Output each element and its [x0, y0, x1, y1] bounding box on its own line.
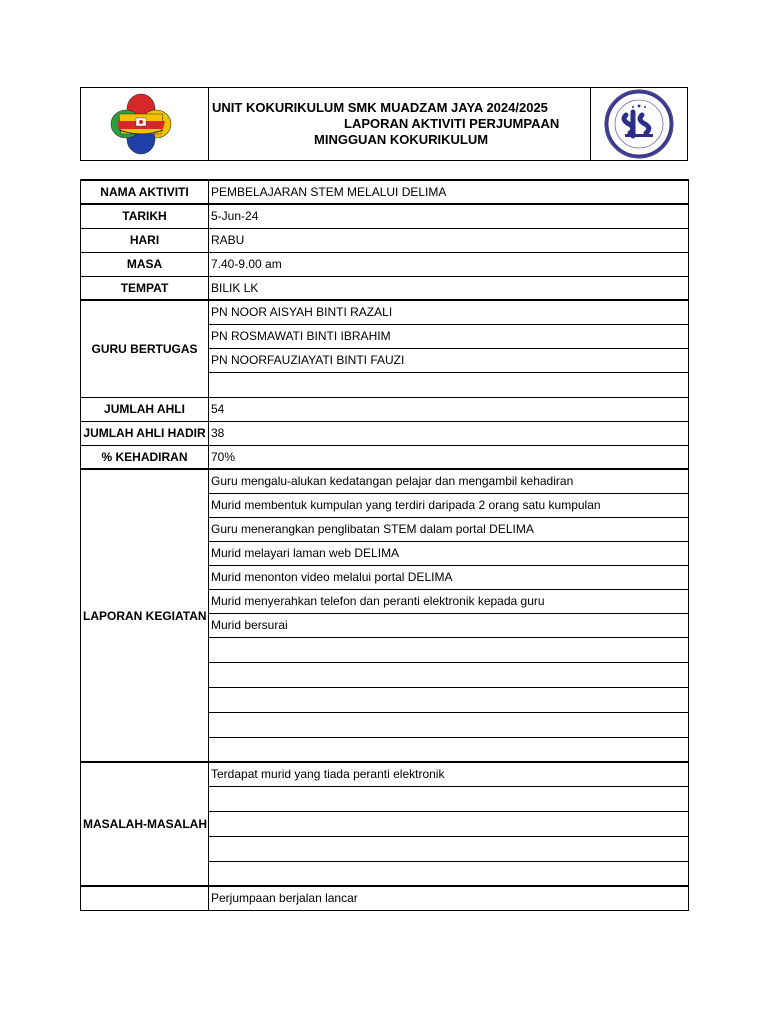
field-label: LAPORAN KEGIATAN — [81, 469, 209, 762]
form-row-rumusan — [81, 886, 689, 910]
masalah-item: Terdapat murid yang tiada peranti elektronik — [209, 762, 689, 786]
laporan-kegiatan-item: Guru mengalu-alukan kedatangan pelajar dan mengambil kehadiran — [209, 469, 689, 493]
guru-bertugas-value: PN NOORFAUZIAYATI BINTI FAUZI — [209, 348, 689, 372]
form-row-guru-bertugas — [81, 300, 689, 324]
laporan-kegiatan-item — [209, 637, 689, 662]
masalah-item — [209, 836, 689, 861]
laporan-kegiatan-item — [209, 687, 689, 712]
field-label: JUMLAH AHLI HADIR — [81, 421, 209, 445]
school-crest-logo-cell — [81, 88, 209, 160]
tarikh-value: 5-Jun-24 — [209, 204, 689, 228]
field-label: % KEHADIRAN — [81, 445, 209, 469]
unit-logo-cell — [590, 88, 687, 160]
masa-value: 7.40-9.00 am — [209, 252, 689, 276]
guru-bertugas-value: PN ROSMAWATI BINTI IBRAHIM — [209, 324, 689, 348]
form-row-jumlah-ahli — [81, 397, 689, 421]
laporan-kegiatan-item — [209, 662, 689, 687]
masalah-item — [209, 786, 689, 811]
nama-aktiviti-value: PEMBELAJARAN STEM MELALUI DELIMA — [209, 180, 689, 204]
form-row-tarikh — [81, 204, 689, 228]
form-row-nama-aktiviti — [81, 180, 689, 204]
field-label — [81, 886, 209, 910]
field-label: GURU BERTUGAS — [81, 300, 209, 397]
jumlah-ahli-hadir-value: 38 — [209, 421, 689, 445]
field-label: MASALAH-MASALAH — [81, 762, 209, 886]
laporan-kegiatan-item — [209, 737, 689, 762]
guru-bertugas-value — [209, 372, 689, 397]
kehadiran-value: 70% — [209, 445, 689, 469]
activity-report-form — [80, 179, 689, 911]
masalah-item — [209, 811, 689, 836]
school-crest-logo — [81, 88, 208, 160]
laporan-kegiatan-item: Guru menerangkan penglibatan STEM dalam portal DELIMA — [209, 517, 689, 541]
laporan-kegiatan-item: Murid melayari laman web DELIMA — [209, 541, 689, 565]
report-title — [209, 88, 591, 160]
title-line-2: LAPORAN AKTIVITI PERJUMPAAN — [344, 116, 560, 131]
laporan-kegiatan-item: Murid bersurai — [209, 613, 689, 637]
field-label: MASA — [81, 252, 209, 276]
unit-badge-logo — [591, 88, 687, 160]
title-line-3: MINGGUAN KOKURIKULUM — [314, 132, 489, 147]
form-row-kehadiran — [81, 445, 689, 469]
laporan-kegiatan-item: Murid menonton video melalui portal DELIMA — [209, 565, 689, 589]
title-line-1: UNIT KOKURIKULUM SMK MUADZAM JAYA 2024/2025 — [212, 100, 548, 115]
form-row-jumlah-ahli-hadir — [81, 421, 689, 445]
field-label: HARI — [81, 228, 209, 252]
form-row-masa — [81, 252, 689, 276]
form-row-hari — [81, 228, 689, 252]
jumlah-ahli-value: 54 — [209, 397, 689, 421]
field-label: NAMA AKTIVITI — [81, 180, 209, 204]
form-row-laporan-kegiatan — [81, 469, 689, 493]
guru-bertugas-value: PN NOOR AISYAH BINTI RAZALI — [209, 300, 689, 324]
field-label: JUMLAH AHLI — [81, 397, 209, 421]
hari-value: RABU — [209, 228, 689, 252]
tempat-value: BILIK LK — [209, 276, 689, 300]
laporan-kegiatan-item: Murid menyerahkan telefon dan peranti elektronik kepada guru — [209, 589, 689, 613]
field-label: TARIKH — [81, 204, 209, 228]
laporan-kegiatan-item — [209, 712, 689, 737]
field-label: TEMPAT — [81, 276, 209, 300]
masalah-item — [209, 861, 689, 886]
rumusan-item: Perjumpaan berjalan lancar — [209, 886, 689, 910]
form-row-masalah — [81, 762, 689, 786]
form-row-tempat — [81, 276, 689, 300]
laporan-kegiatan-item: Murid membentuk kumpulan yang terdiri daripada 2 orang satu kumpulan — [209, 493, 689, 517]
report-header — [80, 87, 688, 161]
